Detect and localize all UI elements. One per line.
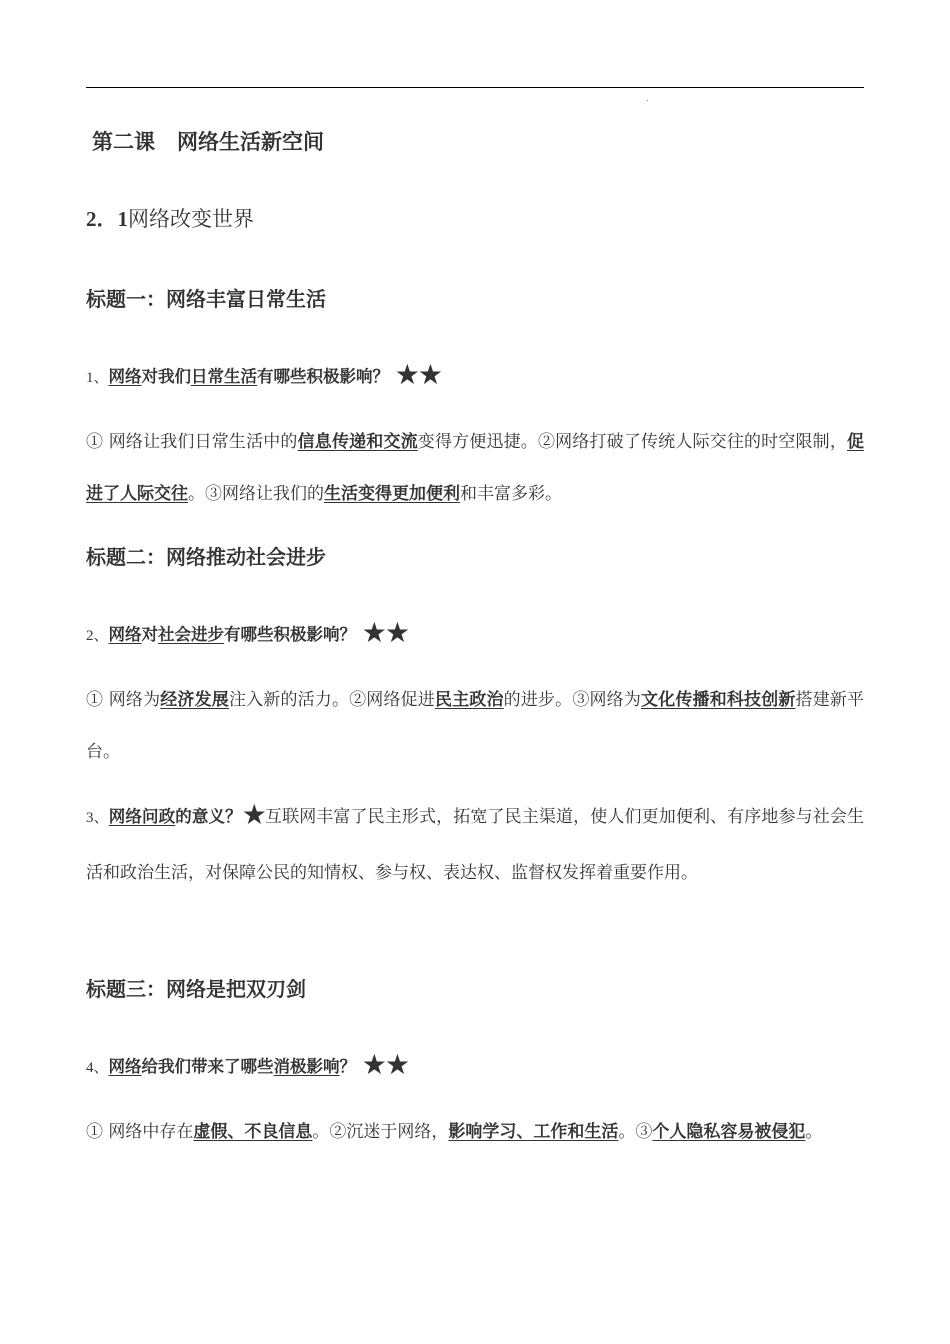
lesson-number: 第二课 xyxy=(92,130,155,154)
star-rating-icon: ★★ xyxy=(361,1048,408,1081)
heading-1: 标题一：网络丰富日常生活 xyxy=(86,287,326,311)
question-3: 3、网络问政的意义？★互联网丰富了民主形式，拓宽了民主渠道，使人们更加便利、有序地参与社会生活和政治生活，对保障公民的知情权、参与权、表达权、监督权发挥着重要作用。 xyxy=(86,798,865,883)
section-title xyxy=(86,203,864,233)
heading-2: 标题二：网络推动社会进步 xyxy=(86,545,326,569)
answer-4: ① 网络中存在虚假、不良信息。②沉迷于网络，影响学习、工作和生活。③个人隐私容易被侵犯。 xyxy=(86,1122,823,1142)
heading-3: 标题三：网络是把双刃剑 xyxy=(86,977,306,1001)
question-4: 4、网络给我们带来了哪些消极影响？ ★★ xyxy=(86,1048,408,1081)
section-name: 网络改变世界 xyxy=(128,207,254,231)
star-rating-icon: ★ xyxy=(241,798,265,831)
answer-3: 互联网丰富了民主形式，拓宽了民主渠道，使人们更加便利、有序地参与社会生活和政治生活，对保障公民的知情权、参与权、表达权、监督权发挥着重要作用。 xyxy=(86,807,865,883)
star-rating-icon: ★★ xyxy=(394,358,441,391)
star-rating-icon: ★★ xyxy=(361,616,408,649)
section-number: 2．1 xyxy=(86,207,128,231)
answer-1: ① 网络让我们日常生活中的信息传递和交流变得方便迅捷。②网络打破了传统人际交往的时空限制，促进了人际交往。③网络让我们的生活变得更加便利和丰富多彩。 xyxy=(86,432,865,504)
lesson-title xyxy=(92,126,870,156)
question-2: 2、网络对社会进步有哪些积极影响？ ★★ xyxy=(86,616,408,649)
answer-2: ① 网络为经济发展注入新的活力。②网络促进民主政治的进步。③网络为文化传播和科技创新搭建新平台。 xyxy=(86,690,865,762)
lesson-name: 网络生活新空间 xyxy=(177,130,324,154)
question-1: 1、网络对我们日常生活有哪些积极影响？ ★★ xyxy=(86,358,441,391)
header-rule xyxy=(86,87,864,88)
header-dot xyxy=(647,100,648,101)
